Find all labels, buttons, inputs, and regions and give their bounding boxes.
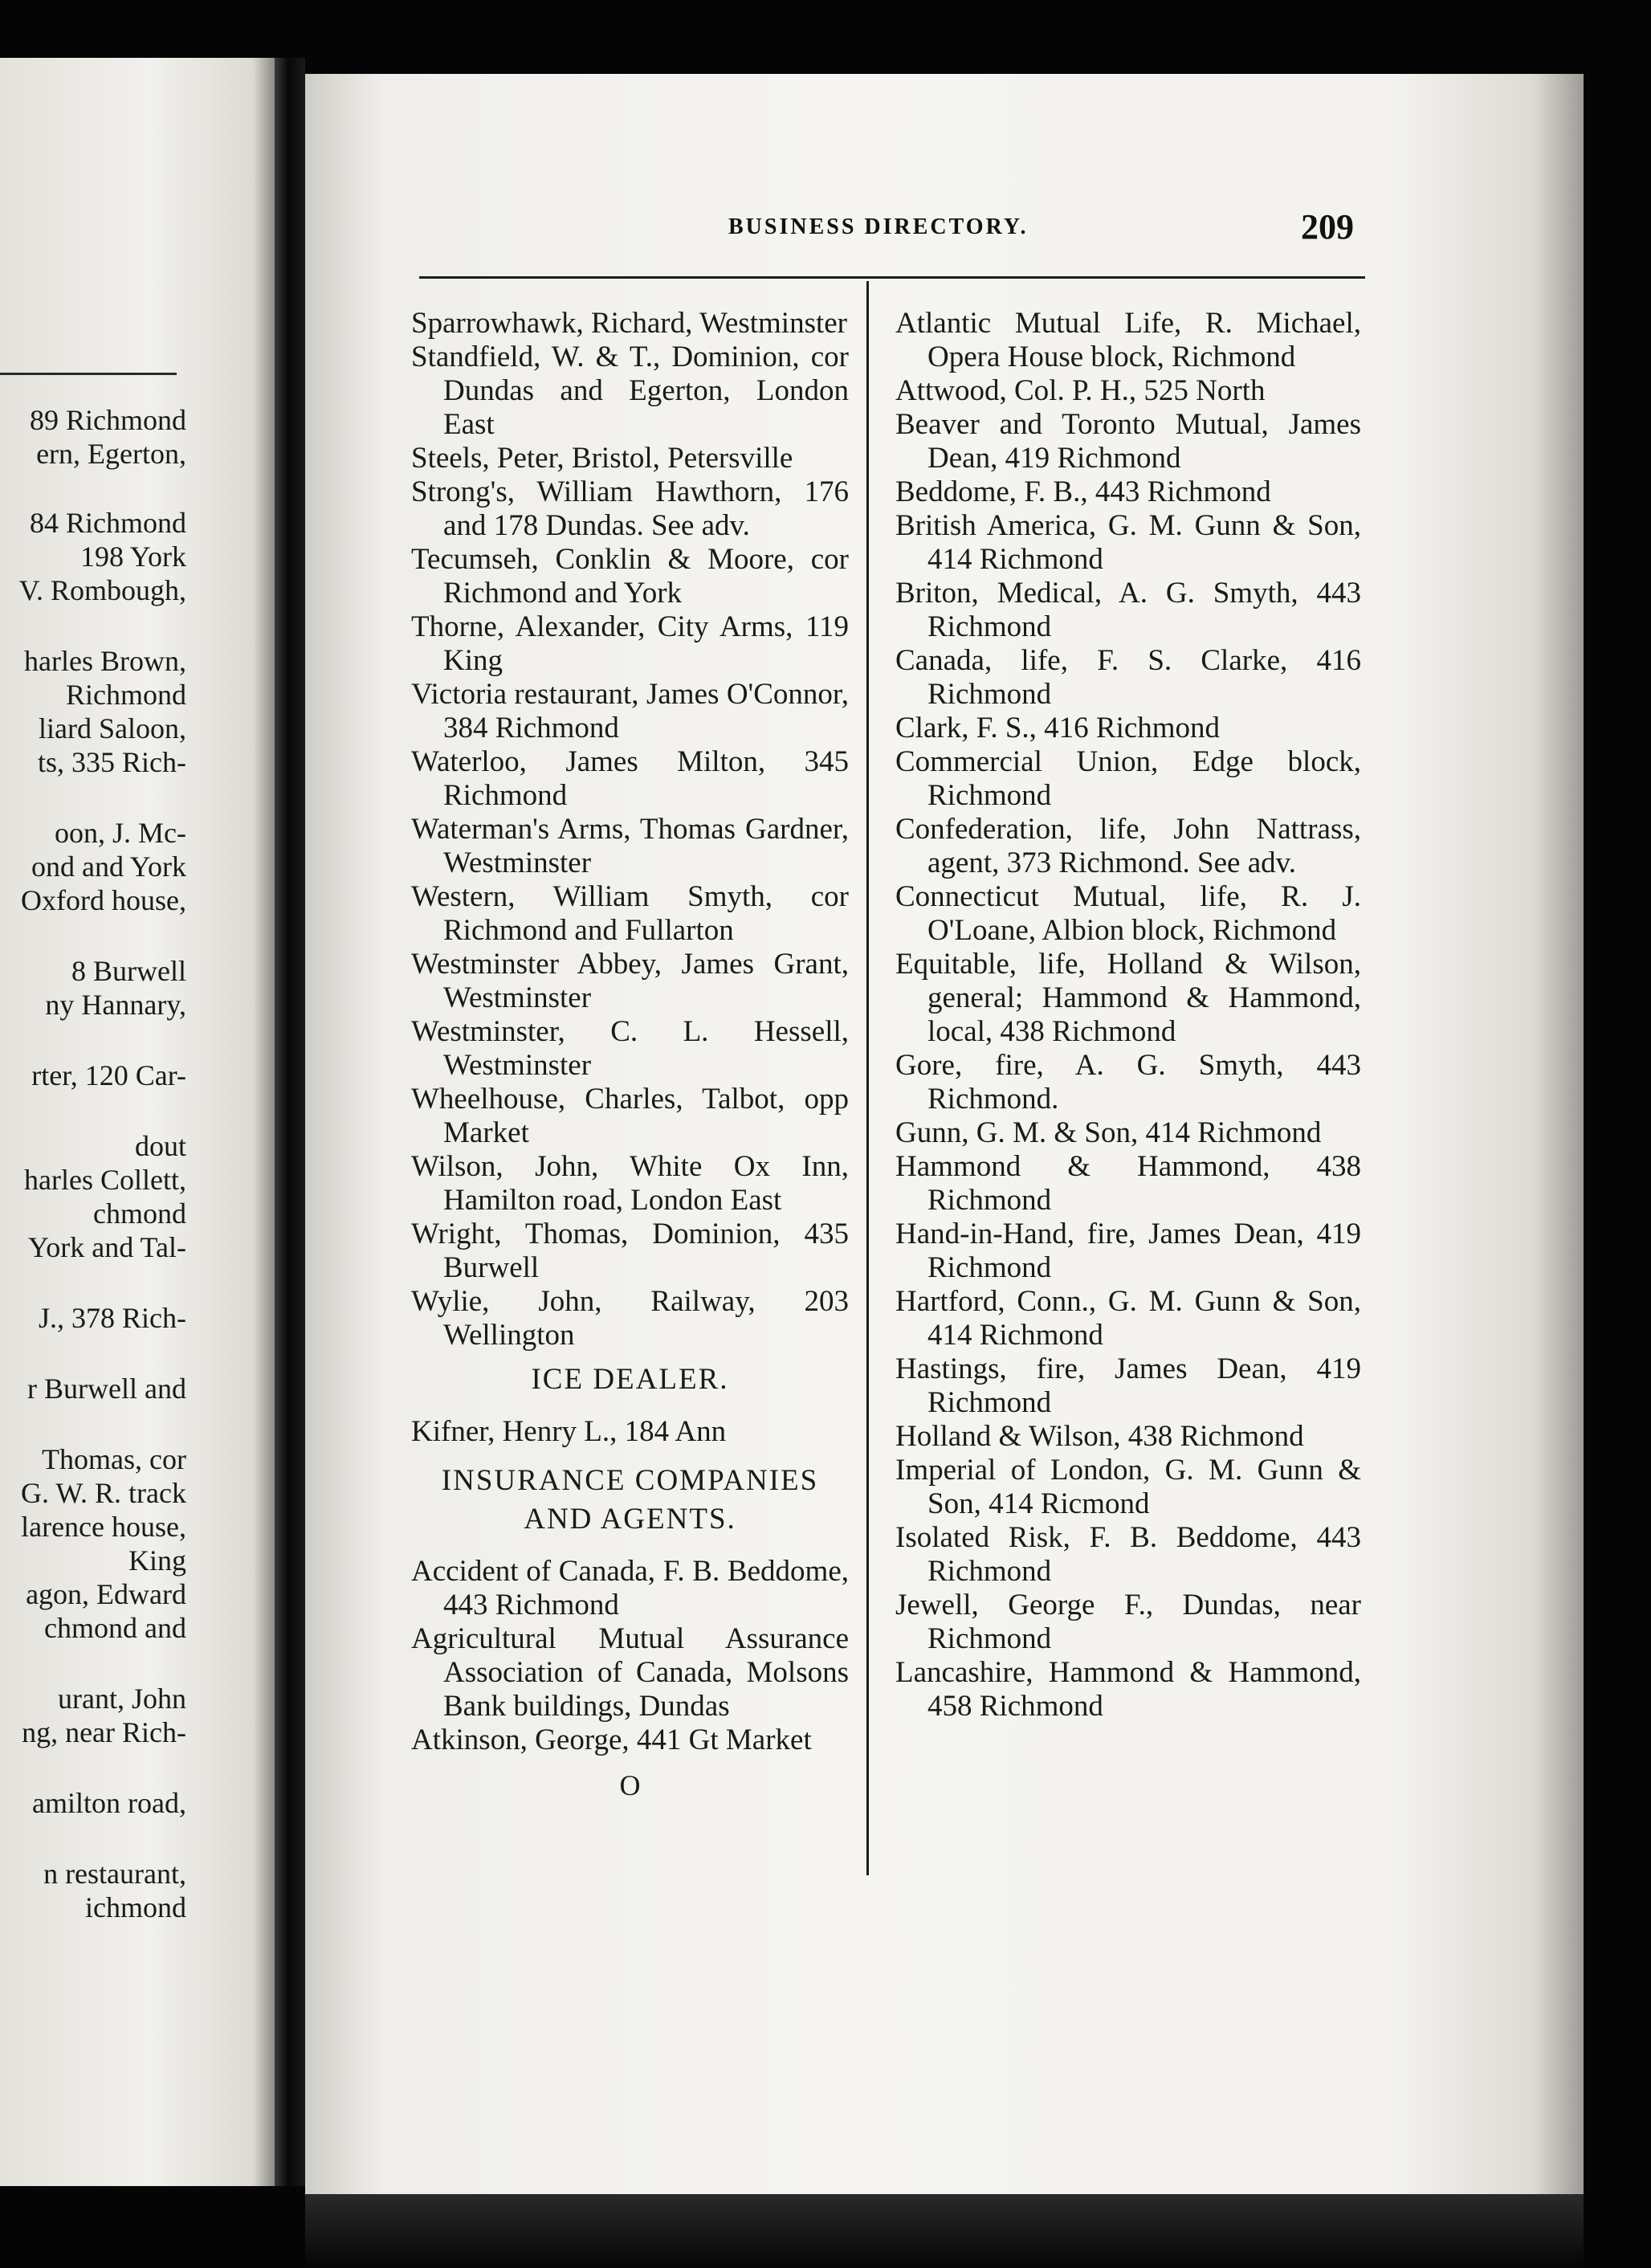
section-heading-insurance-line2: AND AGENTS. [524,1503,736,1536]
right-column [895,307,1361,1723]
previous-page-line: harles Collett, [24,1164,186,1196]
previous-page-line: 8 Burwell [71,955,186,987]
directory-entry: Atlantic Mutual Life, R. Michael, Opera House block, Richmond [895,307,1361,373]
ice-dealer-entries-list [411,1415,849,1449]
previous-page-line: York and Tal- [27,1231,186,1263]
previous-page-line: 198 York [79,540,186,573]
hotel-entries-list [411,307,849,1352]
directory-entry: Sparrowhawk, Richard, Westminster [411,307,848,340]
signature-mark: O [619,1769,641,1801]
directory-entry: Gore, fire, A. G. Smyth, 443 Richmond. [895,1049,1361,1116]
directory-entry: Canada, life, F. S. Clarke, 416 Richmond [895,644,1361,711]
directory-entry: Hammond & Hammond, 438 Richmond [895,1150,1361,1217]
previous-page-line: V. Rombough, [18,574,186,606]
previous-page-line: liard Saloon, [39,712,186,744]
directory-entry: Attwood, Col. P. H., 525 North [895,374,1266,407]
section-heading-ice-dealer: ICE DEALER. [531,1363,729,1396]
directory-entry: Waterloo, James Milton, 345 Richmond [411,745,849,812]
directory-entry: Westminster, C. L. Hessell, Westminster [411,1015,849,1082]
directory-entry: Beaver and Toronto Mutual, James Dean, 419 Richmond [895,408,1361,475]
running-header-title: BUSINESS DIRECTORY. [728,214,1029,239]
directory-entry: British America, G. M. Gunn & Son, 414 Richmond [895,509,1361,576]
directory-entry: Beddome, F. B., 443 Richmond [895,475,1271,508]
previous-page-line: oon, J. Mc- [55,817,186,849]
previous-page-line: G. W. R. track [21,1477,186,1509]
directory-entry: Waterman's Arms, Thomas Gardner, Westminster [411,813,849,879]
previous-page-line: n restaurant, [43,1858,186,1890]
directory-entry: Isolated Risk, F. B. Beddome, 443 Richmond [895,1521,1361,1588]
previous-page-line: ond and York [31,850,186,883]
section-heading-insurance [411,1462,849,1539]
directory-entry: Standfield, W. & T., Dominion, cor Dundas and Egerton, London East [411,341,849,441]
directory-entry: Kifner, Henry L., 184 Ann [411,1415,727,1448]
directory-entry: Steels, Peter, Bristol, Petersville [411,442,793,475]
previous-page-line: rter, 120 Car- [31,1059,186,1091]
previous-page-line: chmond [93,1197,186,1230]
previous-page-line: amilton road, [32,1787,186,1819]
previous-page-line: King [128,1544,186,1577]
book-gutter [275,58,305,2186]
previous-page-line: chmond and [44,1612,186,1644]
previous-page-line: ts, 335 Rich- [38,746,186,778]
column-divider [866,281,869,1875]
directory-entry: Holland & Wilson, 438 Richmond [895,1420,1304,1453]
directory-entry: Lancashire, Hammond & Hammond, 458 Richmond [895,1656,1361,1723]
previous-page-rule [0,373,177,375]
insurance-entries-list [411,1555,849,1757]
directory-entry: Imperial of London, G. M. Gunn & Son, 414 Ricmond [895,1454,1361,1520]
directory-entry: Jewell, George F., Dundas, near Richmond [895,1589,1361,1655]
directory-entry: Briton, Medical, A. G. Smyth, 443 Richmond [895,577,1361,643]
directory-entry: Victoria restaurant, James O'Connor, 384 Richmond [411,678,849,744]
left-column [411,307,849,1802]
directory-entry: Hartford, Conn., G. M. Gunn & Son, 414 Richmond [895,1285,1361,1352]
previous-page-line: 84 Richmond [30,507,186,539]
directory-page [305,74,1584,2194]
directory-entry: Accident of Canada, F. B. Beddome, 443 Richmond [411,1555,849,1621]
previous-page-line: harles Brown, [24,645,186,677]
directory-entry: Confederation, life, John Nattrass, agent, 373 Richmond. See adv. [895,813,1361,879]
previous-page-fragment [0,58,275,2186]
directory-entry: Hastings, fire, James Dean, 419 Richmond [895,1352,1361,1419]
scan-bottom-edge [305,2194,1584,2268]
directory-entry: Westminster Abbey, James Grant, Westminster [411,948,849,1014]
directory-entry: Wilson, John, White Ox Inn, Hamilton road, London East [411,1150,849,1217]
directory-entry: Hand-in-Hand, fire, James Dean, 419 Richmond [895,1218,1361,1284]
directory-entry: Wheelhouse, Charles, Talbot, opp Market [411,1083,849,1149]
directory-entry: Atkinson, George, 441 Gt Market [411,1723,812,1756]
previous-page-line: ny Hannary, [45,989,186,1021]
previous-page-line: ichmond [85,1891,186,1923]
previous-page-line: agon, Edward [26,1578,186,1610]
directory-entry: Tecumseh, Conklin & Moore, cor Richmond and York [411,543,849,610]
page-number: 209 [1301,207,1354,247]
previous-page-line: urant, John [58,1683,186,1715]
insurance-entries-continued-list [895,307,1361,1723]
directory-entry: Thorne, Alexander, City Arms, 119 King [411,610,849,677]
previous-page-line: dout [134,1130,186,1162]
previous-page-line: 89 Richmond [30,404,186,436]
directory-entry: Wright, Thomas, Dominion, 435 Burwell [411,1218,849,1284]
directory-entry: Commercial Union, Edge block, Richmond [895,745,1361,812]
running-header [305,207,1584,263]
previous-page-line: r Burwell and [27,1373,186,1405]
header-rule [419,276,1365,279]
previous-page-line: ng, near Rich- [22,1716,186,1748]
directory-entry: Equitable, life, Holland & Wilson, general; Hammond & Hammond, local, 438 Richmond [895,948,1361,1048]
previous-page-line: Richmond [66,679,186,711]
previous-page-line: Thomas, cor [42,1443,186,1475]
directory-entry: Gunn, G. M. & Son, 414 Richmond [895,1116,1322,1149]
directory-entry: Clark, F. S., 416 Richmond [895,712,1221,744]
section-heading-insurance-line1: INSURANCE COMPANIES [441,1464,819,1497]
previous-page-line: larence house, [21,1511,186,1543]
directory-entry: Wylie, John, Railway, 203 Wellington [411,1285,849,1352]
directory-entry: Strong's, William Hawthorn, 176 and 178 Dundas. See adv. [411,475,849,542]
previous-page-line: J., 378 Rich- [39,1302,186,1334]
directory-entry: Agricultural Mutual Assurance Association of Canada, Molsons Bank buildings, Dundas [411,1622,849,1723]
previous-page-line: Oxford house, [21,884,186,916]
previous-page-line: ern, Egerton, [36,438,186,470]
directory-entry: Western, William Smyth, cor Richmond and Fullarton [411,880,849,947]
directory-entry: Connecticut Mutual, life, R. J. O'Loane, Albion block, Richmond [895,880,1361,947]
